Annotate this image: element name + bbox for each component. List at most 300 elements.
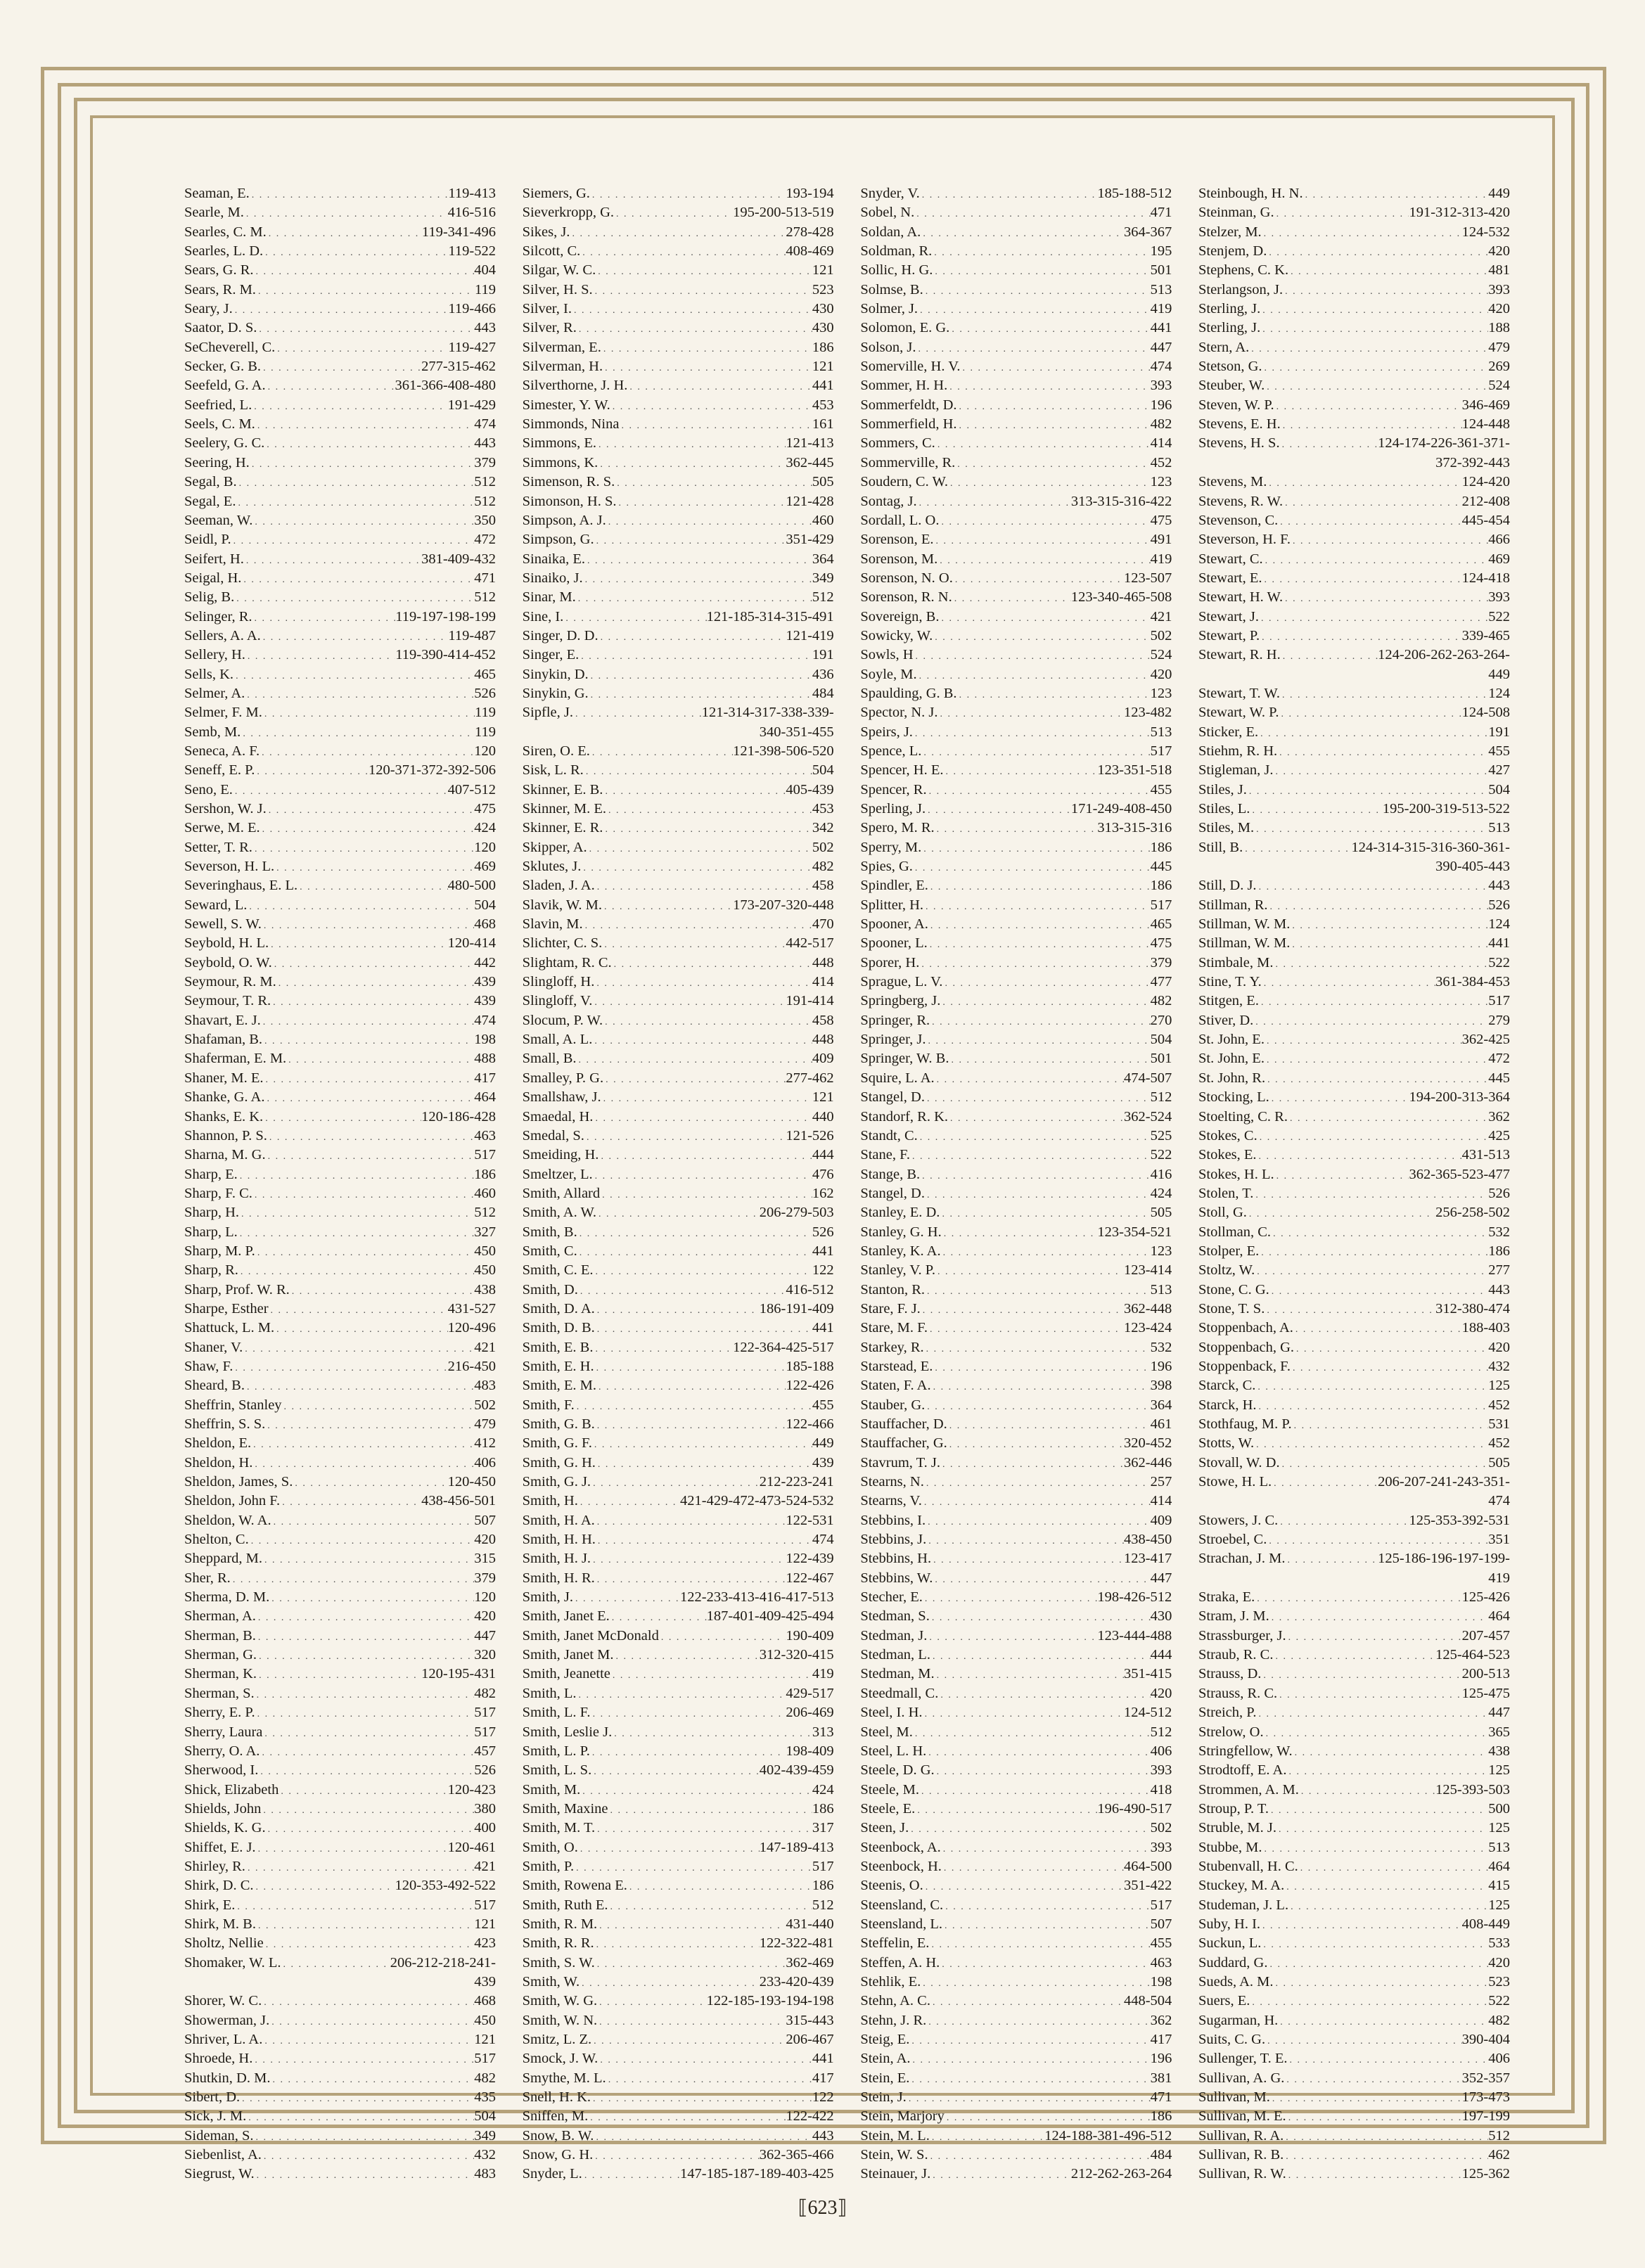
index-entry <box>184 627 496 646</box>
dot-leader <box>595 1320 812 1339</box>
entry-name: Setter, T. R. <box>184 839 252 855</box>
index-entry <box>860 896 1172 915</box>
entry-pages: 513 <box>1150 724 1172 740</box>
index-entry <box>523 646 834 665</box>
entry-name: Sommerfeldt, D. <box>860 397 957 413</box>
index-entry <box>860 415 1172 434</box>
entry-name: Shaw, F. <box>184 1358 233 1374</box>
index-entry <box>860 1684 1172 1703</box>
dot-leader <box>265 1416 474 1435</box>
entry-pages: 125 <box>1488 1378 1510 1394</box>
index-entry <box>1198 1646 1510 1665</box>
entry-name: Stebbins, W. <box>860 1570 933 1586</box>
entry-pages: 471 <box>1150 205 1172 221</box>
index-entry <box>523 569 834 588</box>
dot-leader <box>919 955 1150 974</box>
dot-leader <box>1283 282 1488 301</box>
dot-leader <box>933 1359 1150 1378</box>
entry-pages: 517 <box>812 1858 834 1874</box>
entry-name: Stauber, G. <box>860 1397 926 1413</box>
index-entry <box>1198 2146 1510 2165</box>
entry-name: Sugarman, H. <box>1198 2012 1279 2028</box>
entry-pages: 393 <box>1150 1839 1172 1855</box>
dot-leader <box>943 762 1097 781</box>
entry-pages: 450 <box>474 2012 496 2028</box>
entry-name: Spector, N. J. <box>860 705 938 721</box>
entry-name: Stauffacher, G. <box>860 1435 947 1452</box>
entry-pages: 480-500 <box>447 878 496 894</box>
index-entry <box>860 1165 1172 1184</box>
entry-name: Stern, A. <box>1198 339 1250 355</box>
entry-name: Stanton, R. <box>860 1281 926 1298</box>
entry-pages: 460 <box>474 1185 496 1201</box>
entry-pages: 405-439 <box>786 781 834 797</box>
dot-leader <box>941 1243 1151 1262</box>
index-entry <box>1198 800 1510 819</box>
dot-leader <box>286 1051 474 1070</box>
entry-name: Sheffrin, Stanley <box>184 1397 282 1413</box>
entry-pages: 352-357 <box>1461 2070 1510 2086</box>
entry-pages: 212-262-263-264 <box>1070 2166 1172 2182</box>
entry-pages: 162 <box>812 1185 834 1201</box>
entry-name: Sladen, J. A. <box>522 878 595 894</box>
entry-pages: 416-512 <box>786 1281 834 1298</box>
index-entry <box>1198 1588 1510 1607</box>
dot-leader <box>233 667 474 686</box>
entry-pages: 362-425 <box>1461 1032 1510 1048</box>
dot-leader <box>930 1647 1151 1666</box>
entry-pages: 449 <box>1488 666 1510 682</box>
dot-leader <box>948 1109 1124 1128</box>
index-entry <box>184 338 496 357</box>
entry-pages: 120-371-372-392-506 <box>368 762 496 779</box>
entry-pages: 122-364-425-517 <box>733 1339 834 1355</box>
entry-pages: 474 <box>474 1012 496 1028</box>
index-entry <box>184 781 496 800</box>
index-entry <box>184 1242 496 1261</box>
index-entry <box>1198 1396 1510 1415</box>
dot-leader <box>610 1608 707 1627</box>
entry-name: Skinner, E. R. <box>522 820 603 836</box>
entry-pages: 501 <box>1150 262 1172 278</box>
index-entry <box>523 2069 834 2088</box>
index-entry <box>1198 1992 1510 2011</box>
dot-leader <box>921 743 1150 762</box>
index-entry <box>184 876 496 895</box>
entry-name: Sherman, B. <box>184 1627 256 1644</box>
dot-leader <box>942 974 1150 993</box>
dot-leader <box>923 1878 1124 1897</box>
entry-pages: 455 <box>812 1397 834 1413</box>
entry-name: Smith, E. B. <box>522 1339 594 1355</box>
entry-name: Smith, A. W. <box>522 1205 597 1221</box>
dot-leader <box>577 1686 786 1705</box>
index-entry <box>523 396 834 415</box>
entry-pages: 524 <box>1488 378 1510 394</box>
entry-pages: 439 <box>474 1973 496 1990</box>
dot-leader <box>282 1397 475 1416</box>
entry-pages: 444 <box>1150 1647 1172 1663</box>
entry-name: Suby, H. I. <box>1198 1916 1261 1932</box>
entry-name: Sine, I. <box>522 608 564 624</box>
dot-leader <box>245 686 474 705</box>
entry-name: Sipfle, J. <box>522 705 573 721</box>
entry-pages: 458 <box>812 878 834 894</box>
entry-name: Shaner, M. E. <box>184 1070 264 1086</box>
entry-pages: 186 <box>812 1878 834 1894</box>
entry-pages: 125 <box>1488 1762 1510 1779</box>
entry-pages: 471 <box>474 570 496 586</box>
dot-leader <box>595 1513 786 1532</box>
entry-pages: 470 <box>812 916 834 933</box>
index-entry <box>860 434 1172 453</box>
index-entry <box>1198 2088 1510 2107</box>
index-entry <box>1198 2107 1510 2126</box>
dot-leader <box>942 1224 1098 1243</box>
index-entry <box>860 242 1172 261</box>
entry-name: Stine, T. Y. <box>1198 974 1262 990</box>
entry-name: Stedman, L. <box>860 1647 930 1663</box>
index-entry <box>523 242 834 261</box>
index-entry <box>860 1434 1172 1453</box>
index-entry <box>1198 357 1510 376</box>
entry-pages: 120-353-492-522 <box>395 1878 496 1894</box>
index-entry <box>860 454 1172 473</box>
entry-pages: 448 <box>812 954 834 970</box>
entry-name: Sisk, L. R. <box>522 762 584 779</box>
entry-pages: 317 <box>812 1820 834 1836</box>
entry-pages: 277-315-462 <box>421 359 496 375</box>
dot-leader <box>293 1474 447 1493</box>
entry-name: Smith, H. <box>522 1493 578 1509</box>
entry-name: Sullenger, T. E. <box>1198 2051 1288 2067</box>
dot-leader <box>1280 686 1488 705</box>
dot-leader <box>271 1513 475 1532</box>
index-entry <box>523 2049 834 2068</box>
entry-pages: 526 <box>474 1762 496 1779</box>
entry-name: Shelton, C. <box>184 1532 249 1548</box>
entry-name: Soudern, C. W. <box>860 474 949 490</box>
entry-pages: 474 <box>1488 1493 1510 1509</box>
entry-pages: 432 <box>474 2147 496 2163</box>
entry-name: Smythe, M. L. <box>522 2070 606 2086</box>
page-number: ⟦623⟧ <box>798 2197 847 2219</box>
entry-pages: 362-365-523-477 <box>1409 1166 1510 1182</box>
index-entry <box>1198 1934 1510 1953</box>
index-entry <box>523 1434 834 1453</box>
index-entry <box>184 473 496 492</box>
entry-name: Steel, M. <box>860 1724 913 1740</box>
entry-pages: 417 <box>812 2070 834 2086</box>
index-entry <box>860 742 1172 761</box>
index-entry <box>860 819 1172 838</box>
entry-pages: 186 <box>812 1800 834 1817</box>
index-entry <box>184 1127 496 1146</box>
index-entry <box>1198 838 1510 857</box>
index-entry <box>860 1261 1172 1280</box>
index-entry <box>184 1011 496 1030</box>
dot-leader <box>267 224 422 243</box>
index-entry <box>523 338 834 357</box>
entry-name: Smallshaw, J. <box>522 1089 601 1106</box>
entry-name: Sears, G. R. <box>184 262 254 278</box>
index-entry <box>523 1723 834 1742</box>
entry-name: Stevenson, C. <box>1198 512 1279 528</box>
index-entry <box>860 1607 1172 1626</box>
entry-name: Steele, D. G. <box>860 1762 935 1779</box>
index-entry <box>523 1261 834 1280</box>
dot-leader <box>592 1032 812 1051</box>
dot-leader <box>594 532 786 551</box>
index-entry <box>860 1357 1172 1376</box>
entry-name: Smith, L. F. <box>522 1705 591 1721</box>
dot-leader <box>1267 474 1461 493</box>
dot-leader <box>235 1897 474 1916</box>
dot-leader <box>601 340 812 359</box>
index-entry <box>184 1530 496 1549</box>
index-entry <box>523 2030 834 2049</box>
index-entry <box>523 1819 834 1838</box>
entry-name: Seidl, P. <box>184 532 231 548</box>
entry-pages: 424 <box>474 820 496 836</box>
entry-name: St. John, E. <box>1198 1051 1265 1067</box>
entry-pages: 125 <box>1488 1820 1510 1836</box>
entry-pages: 122-422 <box>786 2108 834 2125</box>
dot-leader <box>921 1301 1124 1320</box>
entry-pages: 124-512 <box>1123 1705 1172 1721</box>
entry-name: Smith, Janet E. <box>522 1608 610 1625</box>
dot-leader <box>926 1513 1150 1532</box>
entry-name: Sellers, A. A. <box>184 627 261 643</box>
index-entry <box>184 1896 496 1915</box>
dot-leader <box>252 1186 474 1205</box>
entry-pages: 421 <box>474 1339 496 1355</box>
entry-name: Simonson, H. S. <box>522 493 617 509</box>
dot-leader <box>252 840 474 859</box>
entry-name: Siebenlist, A. <box>184 2147 262 2163</box>
entry-name: Simenson, R. S. <box>522 474 615 490</box>
dot-leader <box>250 455 474 474</box>
entry-pages: 441 <box>812 1320 834 1336</box>
dot-leader <box>1269 1282 1488 1301</box>
entry-name: Steffelin, E. <box>860 1935 930 1952</box>
index-entry <box>1198 1857 1510 1876</box>
dot-leader <box>281 1955 390 1974</box>
index-entry <box>860 1300 1172 1319</box>
index-entry <box>184 1473 496 1492</box>
index-entry <box>860 1569 1172 1588</box>
dot-leader <box>576 589 812 608</box>
dot-leader <box>255 416 474 435</box>
entry-name: Slavin, M. <box>522 916 583 933</box>
entry-name: Sommer, H. H. <box>860 378 948 394</box>
entry-pages: 457 <box>474 1743 496 1759</box>
entry-pages: 312-380-474 <box>1435 1300 1510 1316</box>
dot-leader <box>264 1935 475 1954</box>
entry-name: Steuber, W. <box>1198 378 1265 394</box>
dot-leader <box>940 1205 1150 1224</box>
entry-pages: 482 <box>474 2070 496 2086</box>
index-entry <box>860 608 1172 627</box>
entry-pages: 513 <box>1488 820 1510 836</box>
entry-name: Stehn, A. C. <box>860 1993 930 2009</box>
entry-pages: 191-414 <box>786 993 834 1009</box>
dot-leader <box>595 878 812 897</box>
entry-name: Stuckey, M. A. <box>1198 1878 1285 1894</box>
entry-name: Sklutes, J. <box>522 859 582 875</box>
index-entry <box>184 761 496 780</box>
dot-leader <box>591 1551 786 1570</box>
index-entry <box>184 569 496 588</box>
entry-name: Spencer, H. E. <box>860 762 944 779</box>
index-entry <box>1198 242 1510 261</box>
dot-leader <box>591 1474 760 1493</box>
dot-leader <box>578 1282 786 1301</box>
index-entry <box>860 2165 1172 2184</box>
entry-pages: 522 <box>1488 954 1510 970</box>
entry-name: Shirk, M. B. <box>184 1916 256 1932</box>
dot-leader <box>1253 1013 1488 1032</box>
index-entry <box>1198 1011 1510 1030</box>
dot-leader <box>270 2070 474 2089</box>
dot-leader <box>1262 224 1462 243</box>
dot-leader <box>926 801 1071 820</box>
dot-leader <box>935 435 1151 454</box>
entry-name: Serwe, M. E. <box>184 820 260 836</box>
entry-name: Sherma, D. M. <box>184 1589 270 1606</box>
index-entry <box>184 1203 496 1222</box>
entry-pages: 312-320-415 <box>759 1647 834 1663</box>
entry-name: Siemers, G. <box>522 186 590 201</box>
dot-leader <box>913 859 1151 878</box>
entry-name: Suers, E. <box>1198 1993 1250 2009</box>
entry-name: Steel, L. H. <box>860 1743 927 1759</box>
entry-name: Solmse, B. <box>860 281 923 297</box>
index-entry <box>1198 1415 1510 1434</box>
dot-leader <box>599 1147 812 1166</box>
index-entry <box>860 857 1172 876</box>
index-entry <box>184 434 496 453</box>
index-entry <box>523 1030 834 1049</box>
entry-name: Stein, A. <box>860 2051 911 2067</box>
entry-name: Stewart, W. P. <box>1198 705 1279 721</box>
index-entry <box>860 1338 1172 1357</box>
index-entry <box>860 2127 1172 2146</box>
entry-name: Stedman, M. <box>860 1666 935 1682</box>
entry-name: Stiver, D. <box>1198 1012 1254 1028</box>
dot-leader <box>615 474 812 493</box>
entry-pages: 186 <box>474 1166 496 1182</box>
index-entry <box>184 1165 496 1184</box>
entry-name: Shafaman, B. <box>184 1032 263 1048</box>
dot-leader <box>923 1589 1098 1608</box>
entry-pages: 419 <box>812 1666 834 1682</box>
entry-name: Stoppenbach, A. <box>1198 1320 1293 1336</box>
index-entry <box>523 2127 834 2146</box>
dot-leader <box>619 416 812 435</box>
entry-pages: 121-526 <box>786 1127 834 1143</box>
entry-name: Selmer, F. M. <box>184 705 262 721</box>
entry-pages: 278-428 <box>786 224 834 240</box>
dot-leader <box>600 1186 812 1205</box>
entry-pages: 483 <box>474 1378 496 1394</box>
dot-leader <box>925 1282 1151 1301</box>
entry-name: Stoelting, C. R. <box>1198 1108 1288 1125</box>
dot-leader <box>1265 378 1488 397</box>
index-entry <box>1198 1896 1510 1915</box>
entry-name: Stram, J. M. <box>1198 1608 1269 1625</box>
entry-pages: 505 <box>1150 1205 1172 1221</box>
entry-pages: 196-490-517 <box>1097 1800 1172 1817</box>
entry-name: Seigal, H. <box>184 570 242 586</box>
entry-pages: 381 <box>1150 2070 1172 2086</box>
index-entry <box>523 1627 834 1646</box>
dot-leader <box>1257 1147 1462 1166</box>
dot-leader <box>257 1666 421 1685</box>
entry-pages: 482 <box>474 1685 496 1701</box>
entry-pages: 125-393-503 <box>1435 1781 1510 1798</box>
entry-name: Small, B. <box>522 1051 577 1067</box>
entry-pages: 442 <box>474 954 496 970</box>
entry-pages: 465 <box>474 666 496 682</box>
index-entry <box>860 1184 1172 1203</box>
entry-name: Strauss, D. <box>1198 1666 1262 1682</box>
index-entry <box>523 915 834 934</box>
index-entry <box>523 1108 834 1127</box>
entry-name: Sullivan, A. G. <box>1198 2070 1285 2086</box>
entry-pages: 122-466 <box>786 1416 834 1432</box>
index-column-1 <box>184 184 496 2182</box>
entry-pages: 185-188 <box>786 1358 834 1374</box>
dot-leader <box>1269 1801 1488 1820</box>
index-entry <box>184 1088 496 1107</box>
index-entry <box>523 1165 834 1184</box>
entry-pages: 464 <box>1488 1608 1510 1625</box>
index-entry <box>523 627 834 646</box>
index-entry <box>1198 1954 1510 1973</box>
index-entry <box>1198 1627 1510 1646</box>
entry-name: Smith, L. S. <box>522 1762 592 1779</box>
index-entry <box>523 1857 834 1876</box>
entry-name: Shavart, E. J. <box>184 1012 261 1028</box>
entry-name: Stewart, C. <box>1198 551 1263 567</box>
dot-leader <box>606 2070 812 2089</box>
entry-name: Stillman, W. M. <box>1198 916 1291 933</box>
index-entry <box>1198 703 1510 722</box>
entry-name: Stearns, N. <box>860 1474 924 1490</box>
entry-pages: 196 <box>1150 397 1172 413</box>
entry-name: Smith, C. <box>522 1243 577 1259</box>
entry-name: Smith, Maxine <box>522 1800 608 1817</box>
entry-name: Sommerville, R. <box>860 454 956 470</box>
dot-leader <box>916 340 1151 359</box>
index-entry <box>1198 1876 1510 1895</box>
entry-pages: 438 <box>1488 1743 1510 1759</box>
entry-pages: 125-464-523 <box>1435 1647 1510 1663</box>
dot-leader <box>949 1051 1151 1070</box>
entry-pages: 313 <box>812 1724 834 1740</box>
entry-name: Seels, C. M. <box>184 416 255 433</box>
entry-pages: 121 <box>812 262 834 278</box>
index-entry <box>523 1127 834 1146</box>
entry-pages: 430 <box>1150 1608 1172 1625</box>
entry-name: Suddard, G. <box>1198 1954 1268 1971</box>
entry-name: Silver, H. S. <box>522 281 593 297</box>
dot-leader <box>938 1686 1150 1705</box>
dot-leader <box>255 1686 475 1705</box>
dot-leader <box>925 1397 1150 1416</box>
entry-pages: 206-279-503 <box>759 1205 834 1221</box>
